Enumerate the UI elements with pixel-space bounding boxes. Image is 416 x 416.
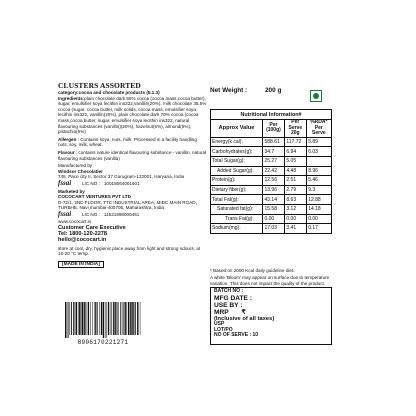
nutrition-footnote: * Based on 2000 Kcal daily guideline diet. (210, 268, 295, 273)
no-of-serve: NO OF SERVE : 10 (214, 332, 259, 339)
website-link[interactable]: www.cococart.in (58, 219, 92, 225)
use-by: USE BY : (214, 301, 243, 309)
rda-value: 0.00 (306, 214, 331, 224)
usp: USP (214, 321, 225, 327)
nutrition-rows (211, 137, 332, 233)
perserve-value: 6.94 (284, 147, 306, 157)
barcode-number: 8906170221271 (77, 339, 129, 346)
nutrient-name: Protein(g): (211, 176, 263, 186)
per100-value: 0.00 (262, 214, 284, 224)
nutrition-row (211, 156, 332, 166)
rda-value (306, 156, 331, 166)
fssai-logo-icon: fssai (58, 209, 72, 218)
nutrition-row (211, 176, 332, 186)
header-perserve: Per Serve 20g (284, 120, 306, 138)
per100-value: 22.42 (262, 166, 284, 176)
mrp (214, 309, 328, 316)
nutrient-name: Energy(k cal): (211, 137, 263, 147)
label-left-column (58, 82, 208, 268)
barcode-bars-icon (64, 302, 142, 338)
mrp-label: MRP (214, 308, 229, 316)
per100-value: 15.58 (262, 204, 284, 214)
per100-value: 25.27 (262, 156, 284, 166)
nutrient-name: Sodium(mg): (211, 224, 263, 234)
rda-value: 8.96 (306, 166, 331, 176)
product-category: category:cocoa and chocolate products (5.1.3) (58, 90, 160, 95)
nutrient-name: Total Fat(g): (211, 195, 263, 205)
fssai-logo-icon: fssai (58, 178, 72, 187)
header-per100: Per (100g) (262, 120, 284, 138)
storage-instructions: store at cool, dry, hygienic place away from light and strong odours, at 16-20 °C temp. (58, 245, 201, 257)
header-approx: Approx Value (211, 120, 263, 138)
flavour-label: Flavour (58, 149, 75, 155)
nutrition-row (211, 224, 332, 234)
perserve-value: 3.12 (284, 204, 306, 214)
marketer-lic-label: LIC NO : (82, 211, 100, 217)
rda-value: 5.89 (306, 137, 331, 147)
nutrition-table (210, 109, 332, 234)
marketer-name: COCOCART VENTURES PVT LTD (58, 194, 131, 200)
nutrition-row (211, 166, 332, 176)
made-in-india-badge: [MADE IN INDIA] (58, 261, 104, 269)
nutrient-name: Total Sugar(g): (211, 156, 263, 166)
marketer-address: D-72/1, 2ND FLOOR, TTC INDUSTRIAL AREA, MIDC MAIN ROAD, TURBHE, Navi mumbai-400705, Maharashtra, India (58, 199, 197, 211)
allergen-text: : Contains soya, nuts, milk. Processed in a facility handling nuts, soy, milk, wheat. (58, 136, 197, 148)
veg-symbol-icon (310, 90, 322, 102)
allergen-block (58, 137, 208, 148)
nutrient-name: Dietary fiber(g): (211, 185, 263, 195)
per100-value: 43.14 (262, 195, 284, 205)
barcode (60, 302, 146, 348)
perserve-value: 3.41 (284, 224, 306, 234)
net-weight-label: Net Weight : (210, 87, 248, 94)
nutrition-row (211, 214, 332, 224)
flavour-block (58, 150, 208, 161)
header-rda: %RDA* Per Serve (306, 120, 331, 138)
batch-no: BATCH NO : (214, 288, 244, 294)
per100-value: 17.03 (262, 224, 284, 234)
rda-value: 6.03 (306, 147, 331, 157)
ingredients-block (58, 96, 208, 135)
perserve-value: 2.51 (284, 176, 306, 186)
nutrition-notes (210, 268, 334, 288)
rda-value: 14.18 (306, 204, 331, 214)
manufacturer-lic-number: 10018064001601 (103, 180, 140, 186)
rda-value: 0.17 (306, 224, 331, 234)
flavour-text: : contains nature identical flavouring substance - vanillin, natural flavouring substances (vanilla) (58, 149, 207, 161)
marketer-lic-number: 11521998000451 (103, 211, 140, 217)
nutrition-row (211, 147, 332, 157)
perserve-value: 0.00 (284, 214, 306, 224)
nutrient-name: Added Sugar(g): (211, 166, 263, 176)
lot-po: LOT/PO (214, 326, 233, 333)
nutrition-title: Nutritional Information# (211, 110, 332, 120)
product-title: CLUSTERS ASSORTED (58, 81, 141, 90)
manufacturer-name: Windsor Chocolatier (58, 168, 103, 174)
nutrition-row (211, 195, 332, 205)
allergen-label: Allergen (58, 136, 77, 142)
marketer-label: Marketed by (58, 188, 85, 194)
manufacturer-label: Manufactured by (58, 163, 93, 169)
ingredients-label: Ingredients: (58, 95, 85, 101)
net-weight-value: 200 g (265, 87, 282, 94)
perserve-value: 5.05 (284, 156, 306, 166)
nutrient-name: Trans Fat(g): (211, 214, 263, 224)
per100-value: 13.96 (262, 185, 284, 195)
product-label (58, 82, 334, 350)
nutrition-row (211, 204, 332, 214)
rda-value: 5.46 (306, 176, 331, 186)
per100-value: 12.56 (262, 176, 284, 186)
mfg-date: MFG DATE : (214, 294, 252, 302)
mrp-inclusive: (Inclusive of all taxes) (214, 315, 275, 322)
perserve-value: 4.48 (284, 166, 306, 176)
perserve-value: 8.63 (284, 195, 306, 205)
nutrition-row (211, 185, 332, 195)
marketer-fssai (58, 209, 208, 218)
bloom-note: A white 'Bloom' may appear on surface due to temperature variation. This does not impact the quality of the product. (210, 275, 330, 286)
nutrient-name: Carbohydrates(g): (211, 147, 263, 157)
batch-box (210, 287, 332, 345)
perserve-value: 2.79 (284, 185, 306, 195)
customer-care-phone: Tel: 1800-120-2278 (58, 231, 108, 238)
manufacturer-lic-label: LIC NO : (82, 180, 100, 186)
per100-value: 34.7 (262, 147, 284, 157)
customer-care-email: hello@cococart.in (58, 237, 107, 244)
manufacturer-address: 745, Pace city II, Sector 37 Gurugram-122001, Haryana, India (58, 174, 185, 180)
perserve-value: 117.72 (284, 137, 306, 147)
per100-value: 588.61 (262, 137, 284, 147)
nutrition-row (211, 137, 332, 147)
manufacturer-fssai (58, 178, 208, 187)
customer-care-title: Customer Care Executive (58, 225, 126, 232)
ingredients-text: plain chocolate dark 55% cocoa (cocoa mass,cocoa butter), sugar, emulsifier soya lecithin ins322,vanillin(20%), milk chocolate 35.5% cocoa (sugar, cocoa butter, milk solids, cocoa mass, emulsifier soya lecithin ins322, vanillin(20%), plain chocolate dark 70% cocoa (cocoa mass,cocoa butter, sugar, emulsifier soya lecithin ins322, natural flavouring substances (vanillin)(20%), hazelnut(5%), almond(5%), pistachio(5%) (58, 95, 207, 135)
nutrient-name: Saturated fat(g): (211, 204, 263, 214)
rupee-icon: ₹ (241, 308, 246, 316)
rda-value: 12.88 (306, 195, 331, 205)
rda-value: 9.3 (306, 185, 331, 195)
